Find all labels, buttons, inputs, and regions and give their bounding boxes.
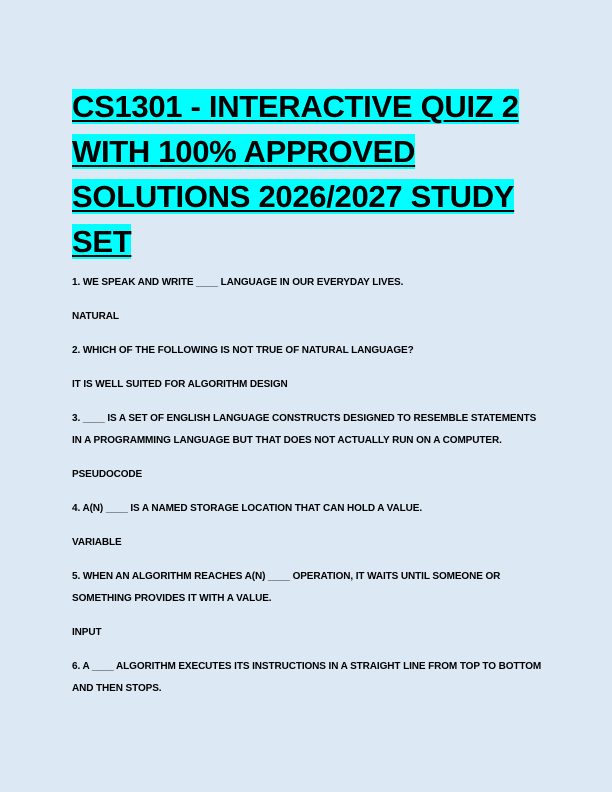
question-3: 3. ____ IS A SET OF ENGLISH LANGUAGE CONSTRUCTS DESIGNED TO RESEMBLE STATEMENTS IN A PROGRAMMING LANGUAGE BUT THAT DOES NOT ACTUALLY RUN ON A COMPUTER. bbox=[72, 413, 537, 446]
title-highlight: CS1301 - INTERACTIVE QUIZ 2 WITH 100% APPROVED SOLUTIONS 2026/2027 STUDY SET bbox=[72, 89, 519, 259]
answer-2: IT IS WELL SUITED FOR ALGORITHM DESIGN bbox=[72, 379, 288, 390]
qa-list bbox=[72, 272, 542, 700]
answer-5: INPUT bbox=[72, 627, 102, 638]
answer-4: VARIABLE bbox=[72, 537, 122, 548]
answer-1: NATURAL bbox=[72, 311, 119, 322]
question-1: 1. WE SPEAK AND WRITE ____ LANGUAGE IN OUR EVERYDAY LIVES. bbox=[72, 277, 404, 288]
question-2: 2. WHICH OF THE FOLLOWING IS NOT TRUE OF NATURAL LANGUAGE? bbox=[72, 345, 414, 356]
question-4: 4. A(N) ____ IS A NAMED STORAGE LOCATION THAT CAN HOLD A VALUE. bbox=[72, 503, 423, 514]
answer-3: PSEUDOCODE bbox=[72, 469, 143, 480]
question-6: 6. A ____ ALGORITHM EXECUTES ITS INSTRUCTIONS IN A STRAIGHT LINE FROM TOP TO BOTTOM AND THEN STOPS. bbox=[72, 661, 542, 694]
document-title bbox=[72, 84, 542, 264]
document-page bbox=[72, 84, 542, 712]
question-5: 5. WHEN AN ALGORITHM REACHES A(N) ____ OPERATION, IT WAITS UNTIL SOMEONE OR SOMETHING PROVIDES IT WITH A VALUE. bbox=[72, 571, 501, 604]
